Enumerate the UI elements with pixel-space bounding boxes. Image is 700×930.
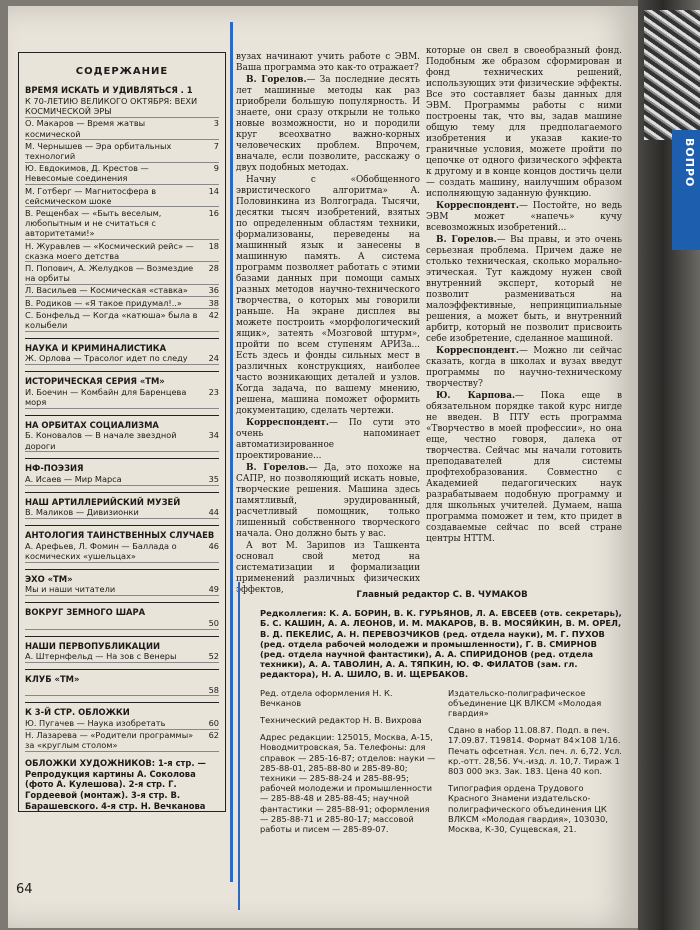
table-of-contents xyxy=(18,52,226,812)
speaker-name: В. Горелов. xyxy=(246,463,309,473)
article-column-right xyxy=(426,46,622,546)
editorial-box xyxy=(238,582,630,910)
toc-entry-title: С. Бонфельд — Когда «катюша» была в колыбели xyxy=(25,309,198,330)
toc-section-heading: ВОКРУГ ЗЕМНОГО ШАРА xyxy=(25,602,219,617)
toc-entry-title: В. Маликов — Дивизионки xyxy=(25,507,139,518)
paragraph-text: А вот М. Зарипов из Ташкента основал свой метод на систематизации и формализации применений различных физических эффектов, xyxy=(236,541,420,595)
toc-entry-page: 50 xyxy=(208,617,219,628)
toc-section-heading: ИСТОРИЧЕСКАЯ СЕРИЯ «ТМ» xyxy=(25,371,219,386)
cover-credits: ОБЛОЖКИ ХУДОЖНИКОВ: 1-я стр. — Репродукция картины А. Соколова (фото А. Кулешова). 2-я стр. Г. Гордеевой (монтаж). 3-я стр. В. Барашевского. 4-я стр. Н. Вечканова xyxy=(25,758,206,811)
toc-entry-page: 28 xyxy=(208,262,219,273)
toc-entry-title: И. Боечин — Комбайн для Баренцева моря xyxy=(25,386,187,407)
toc-entry-title: А. Штернфельд — На зов с Венеры xyxy=(25,651,177,662)
toc-entry-page: 60 xyxy=(208,718,219,729)
toc-entry-title: Н. Лазарева — «Родители программы» за «круглым столом» xyxy=(25,730,194,751)
article-paragraph xyxy=(236,175,420,417)
toc-entry-title: В. Родиков — «Я такое придумал!..» xyxy=(25,297,182,308)
toc-entry xyxy=(25,474,219,486)
article-paragraph xyxy=(236,463,420,540)
editorial-right xyxy=(448,688,624,842)
editorial-address: Адрес редакции: 125015, Москва, А-15, Новодмитровская, 5а. Телефоны: для справок — 285-16-87; отделов: науки — 285-88-01, 285-88-80 и 285-89-80; техники — 285-88-24 и 285-88-95; рабочей молодежи и промышленности — 285-88-48 и 285-88-45; научной фантастики — 285-88-91; оформления — 285-88-71 и 285-80-17; массовой работы и писем — 285-89-07. xyxy=(260,732,436,835)
toc-entry xyxy=(25,185,219,207)
toc-entry-page: 58 xyxy=(208,684,219,695)
toc-entry xyxy=(25,353,219,365)
toc-entry-page: 18 xyxy=(208,240,219,251)
paragraph-text: — Пока еще в обязательном порядке такой курс нигде не введен. В ПТУ есть программа «Творчество в моей профессии», но она еще, честно говоря, далека от творчества. Сейчас мы начали готовить преподавателей для системы профтехобразования. Совместно с Академией педагогических наук разрабатываем подобную программу и для школьных учителей. Думаем, наша программа поможет и тем, кто придет в создаваемые сейчас по всей стране центры НТТМ. xyxy=(426,391,622,544)
paragraph-text: которые он свел в своеобразный фонд. Подобным же образом сформирован и фонд технических решений, использующих эти физические эффекты. Все это составляет базы данных для ЭВМ. Программы работы с ними построены так, что вы, задав машине общую тему для предполагаемого изобретения и указав какие-то граничные условия, можете пройти по цепочке от одного физического эффекта к другому и в конце концов достичь цели — создать машину, наилучшим образом исполняющую заданную функцию. xyxy=(426,46,622,199)
toc-entry xyxy=(25,297,219,309)
speaker-name: Ю. Карпова. xyxy=(436,391,516,401)
article-paragraph xyxy=(426,235,622,345)
spine-label-text: ВОПРО xyxy=(683,138,696,188)
paragraph-text: — За последние десять лет машинные методы как раз приобрели большую популярность. И знаете, они сразу открыли не только новые возможности, но и породили круг всеохватно важно-корных человеческих проблем. Впрочем, вначале, если позволите, расскажу о двух подобных методах. xyxy=(236,75,420,173)
toc-entry xyxy=(25,730,219,752)
toc-section-heading: НА ОРБИТАХ СОЦИАЛИЗМА xyxy=(25,415,219,430)
toc-entry-title: Ж. Орлова — Трасолог идет по следу xyxy=(25,353,188,364)
toc-entry-page: 14 xyxy=(208,185,219,196)
article-column-left xyxy=(236,52,420,597)
toc-entry-page: 35 xyxy=(208,474,219,484)
toc-entry-title: Мы и наши читатели xyxy=(25,584,116,595)
toc-entry xyxy=(25,718,219,730)
editorial-details xyxy=(260,688,624,842)
paragraph-text: Начну с «Обобщенного эвристического алгоритма» А. Половинкина из Волгограда. Тысячи, десятки тысяч изобретений, взятых по определенным областям техники, формализованы, переведены на машинный язык и занесены в машинную память. А система программ позволяет работать с этими базами данных при помощи самых разных методов научно-технического творчества, о которых мы говорили раньше. На экране дисплея вы можете построить «морфологический ящик», затеять «Мозговой штурм», пройти по всем ступеням АРИЗа... Есть здесь и фонды сильных мест в различных конструкциях, наиболее часто возникающих деталей и узлов. Когда задача, по вашему мнению, решена, машина поможет оформить документацию, сделать чертежи. xyxy=(236,175,420,416)
toc-entry-page: 7 xyxy=(213,140,219,151)
toc-entry-title: Б. Коновалов — В начале звездной дороги xyxy=(25,430,177,451)
design-editor: Ред. отдела оформления Н. К. Вечканов xyxy=(260,687,393,708)
toc-entry-page: 49 xyxy=(208,584,219,595)
toc-entry xyxy=(25,507,219,519)
speaker-name: Корреспондент. xyxy=(436,201,520,211)
toc-entry-page: 46 xyxy=(208,540,219,551)
toc-entry-title: Ю. Евдокимов, Д. Крестов — Невесомые соединения xyxy=(25,163,149,184)
toc-entry-page: 34 xyxy=(208,430,219,441)
toc-entry xyxy=(25,540,219,562)
toc-entry-page: 9 xyxy=(213,163,219,174)
paragraph-text: — Вы правы, и это очень серьезная проблема. Причем даже не столько техническая, сколько морально-этическая. Тут каждому нужен свой внутренний эксперт, который не позволит размениваться на малоэффективные, непринципиальные решения, а может быть, и внутренний арбитр, который не позволит присвоить себе изобретение, сделанное машиной. xyxy=(426,235,622,344)
toc-entry-page: 24 xyxy=(208,353,219,364)
toc-entry-page: 42 xyxy=(208,309,219,320)
paragraph-text: вузах начинают учить работе с ЭВМ. Ваша программа это как-то отражает? xyxy=(236,52,420,73)
toc-entry xyxy=(25,140,219,162)
toc-section-heading: НАШИ ПЕРВОПУБЛИКАЦИИ xyxy=(25,636,219,651)
toc-entry-title: В. Рещенбах — «Быть веселым, любопытным и не считаться с авторитетами!» xyxy=(25,207,162,239)
article-paragraph xyxy=(236,52,420,74)
toc-entry-title: К 70-ЛЕТИЮ ВЕЛИКОГО ОКТЯБРЯ: ВЕХИ КОСМИЧЕСКОЙ ЭРЫ xyxy=(25,95,198,117)
publisher: Издательско-полиграфическое объединение ЦК ВЛКСМ «Молодая гвардия» xyxy=(448,687,602,719)
toc-entry-title: Ю. Пугачев — Наука изобретать xyxy=(25,718,166,729)
toc-entry xyxy=(25,285,219,297)
toc-section-heading: НАУКА И КРИМИНАЛИСТИКА xyxy=(25,338,219,353)
speaker-name: В. Горелов. xyxy=(246,75,307,85)
toc-entry-page: 3 xyxy=(213,118,219,129)
editorial-left xyxy=(260,688,436,842)
toc-entry xyxy=(25,684,219,696)
toc-entry-title xyxy=(25,685,201,695)
print-info: Сдано в набор 11.08.87. Подп. в печ. 17.09.87. Т19814. Формат 84×108 1/16. Печать офсетная. Усл. печ. л. 6,72. Усл. кр.-отт. 28,56. Уч.-изд. л. 10,7. Тираж 1 803 000 экз. Зак. 183. Цена 40 коп. xyxy=(448,725,622,777)
toc-entry-page: 52 xyxy=(208,651,219,662)
paragraph-text: — Можно ли сейчас сказать, когда в школах и вузах введут программы по научно-техническому творчеству? xyxy=(426,346,622,389)
toc-entry xyxy=(25,240,219,262)
article-paragraph xyxy=(426,346,622,390)
toc-entry-title: М. Чернышев — Эра орбитальных технологий xyxy=(25,140,172,161)
next-page-spine-label xyxy=(672,130,700,250)
toc-section-heading: КЛУБ «ТМ» xyxy=(25,669,219,684)
toc-section-heading: К 3-Й СТР. ОБЛОЖКИ xyxy=(25,702,219,717)
toc-entry xyxy=(25,309,219,331)
toc-section-heading: АНТОЛОГИЯ ТАИНСТВЕННЫХ СЛУЧАЕВ xyxy=(25,525,219,540)
column-divider xyxy=(230,22,233,882)
toc-entry xyxy=(25,262,219,284)
chief-editor: Главный редактор С. В. ЧУМАКОВ xyxy=(356,590,528,600)
article-paragraph xyxy=(236,418,420,462)
toc-entry-page: 62 xyxy=(208,730,219,741)
toc-section-heading: НФ-ПОЭЗИЯ xyxy=(25,458,219,473)
toc-entry-page: 38 xyxy=(208,297,219,308)
editorial-board: Редколлегия: К. А. БОРИН, В. К. ГУРЬЯНОВ, Л. А. ЕВСЕЕВ (отв. секретарь), Б. С. КАШИН, А. А. ЛЕОНОВ, И. М. МАКАРОВ, В. В. МОСЯЙКИН, В. М. ОРЕЛ, В. Д. ПЕКЕЛИС, А. Н. ПЕРЕВОЗЧИКОВ (ред. отдела науки), М. Г. ПУХОВ (ред. отдела рабочей молодежи и промышленности), Г. В. СМИРНОВ (ред. отдела научной фантастики), А. А. СПИРИДОНОВ (ред. отдела техники), А. А. ТАВОЛИН, А. А. ТЯПКИН, Ю. Ф. ФИЛАТОВ (зам. гл. редактора), Н. А. ШИЛО, В. И. ЩЕРБАКОВ. xyxy=(260,608,622,680)
paragraph-text: — Да, это похоже на САПР, но позволяющий искать новые, творческие решения. Машина здесь памятливый, эрудированный, расчетливый помощник, только лишенный собственного творческого начала. Оно должно быть у вас. xyxy=(236,463,420,539)
toc-entry-title: М. Готберг — Магнитосфера в сейсмическом шоке xyxy=(25,185,157,206)
technical-editor: Технический редактор Н. В. Вихрова xyxy=(260,715,422,726)
toc-entry xyxy=(25,651,219,663)
toc-entry-page: 44 xyxy=(208,507,219,518)
toc-entry-title: А. Исаев — Мир Марса xyxy=(25,474,122,484)
toc-entry-page: 36 xyxy=(208,285,219,296)
toc-entry-title: О. Макаров — Время жатвы космической xyxy=(25,118,146,139)
speaker-name: Корреспондент. xyxy=(246,418,330,428)
toc-entry xyxy=(25,95,219,117)
article-paragraph xyxy=(426,46,622,200)
toc-entry-title: А. Арефьев, Л. Фомин — Баллада о космических «ушельцах» xyxy=(25,540,177,562)
speaker-name: Корреспондент. xyxy=(436,346,520,356)
toc-entry xyxy=(25,584,219,596)
toc-entry-page: 16 xyxy=(208,207,219,218)
toc-entry xyxy=(25,617,219,629)
toc-section-heading: ЭХО «ТМ» xyxy=(25,569,219,584)
toc-title: СОДЕРЖАНИЕ xyxy=(75,66,169,77)
page-number: 64 xyxy=(16,882,33,897)
toc-entry-page xyxy=(201,96,219,116)
toc-entry-title: П. Попович, А. Желудков — Возмездие на орбиты xyxy=(25,262,194,284)
toc-entry-title: Н. Журавлев — «Космический рейс» — сказка моего детства xyxy=(25,240,194,261)
paragraph-text: — По сути это очень напоминает автоматизированное проектирование... xyxy=(236,418,420,461)
toc-entry-title: Л. Васильев — Космическая «ставка» xyxy=(25,285,188,296)
paragraph-text: — Постойте, но ведь ЭВМ может «напечь» кучу всевозможных изобретений... xyxy=(426,201,622,233)
printer: Типография ордена Трудового Красного Знамени издательско-полиграфического объединения ЦК ВЛКСМ «Молодая гвардия», 103030, Москва, К-30, Сущевская, 21. xyxy=(448,783,608,835)
next-page-photo xyxy=(644,10,700,140)
toc-section-heading: НАШ АРТИЛЛЕРИЙСКИЙ МУЗЕЙ xyxy=(25,492,219,507)
speaker-name: В. Горелов. xyxy=(436,235,497,245)
toc-sections xyxy=(25,85,219,752)
toc-entry xyxy=(25,430,219,452)
toc-entry xyxy=(25,207,219,240)
toc-section-heading: ВРЕМЯ ИСКАТЬ И УДИВЛЯТЬСЯ . 1 xyxy=(25,85,193,96)
toc-entry xyxy=(25,163,219,185)
article-paragraph xyxy=(426,391,622,545)
toc-entry xyxy=(25,118,219,140)
article-paragraph xyxy=(426,201,622,234)
article-paragraph xyxy=(236,75,420,174)
toc-entry-page: 23 xyxy=(208,386,219,397)
toc-entry xyxy=(25,386,219,408)
toc-entry-title xyxy=(25,618,201,628)
